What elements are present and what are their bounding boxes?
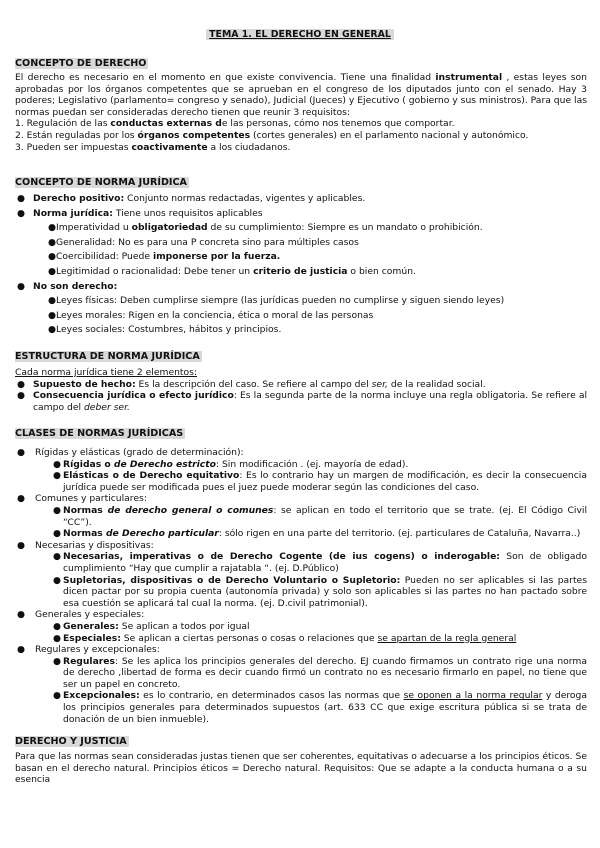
regulares: ● Regulares: Se les aplica los principios generales del derecho. EJ cuando firmamos un contrato rige una norma de derecho ,libertad de forma es decir cuando firmó un contrato no es necesario firmarlo en papel, no tiene que ser un papel en concreto. xyxy=(53,655,587,690)
requisito-legitimidad: ●Legitimidad o racionalidad: Debe tener un criterio de justicia o bien común. xyxy=(48,265,416,277)
heading-concepto-norma: CONCEPTO DE NORMA JURÍDICA xyxy=(15,177,187,188)
heading-justicia: DERECHO Y JUSTICIA xyxy=(15,736,127,747)
requisito-1: 1. Regulación de las conductas externas de las personas, cómo nos tenemos que comportar. xyxy=(15,118,455,130)
excepcionales: ● Excepcionales: es lo contrario, en determinados casos las normas que se oponen a la norma regular y deroga los principios generales para determinados supuestos (art. 633 CC que exige escritura pública si se trata de donación de un bien inmueble). xyxy=(53,690,588,725)
list-item-derecho-positivo: ● Derecho positivo: Conjunto normas redactadas, vigentes y aplicables. xyxy=(17,193,366,204)
paragraph-justicia: Para que las normas sean consideradas justas tienen que ser coherentes, equitativas o adecuarse a los principios éticos. Se basan en el derecho natural. Principios éticos = Derecho natural. Requisitos: Que se adapte a la conducta humana o a su esencia xyxy=(15,751,587,786)
elemento-consecuencia: ● Consecuencia jurídica o efecto jurídico: Es la segunda parte de la norma incluye una regla obligatoria. Se refiere al campo del deber ser. xyxy=(17,390,588,413)
heading-estructura: ESTRUCTURA DE NORMA JURÍDICA xyxy=(15,351,200,362)
list-item-norma-juridica: ● Norma jurídica: Tiene unos requisitos aplicables xyxy=(17,207,263,219)
generales: ● Generales: Se aplican a todos por igual xyxy=(53,620,250,632)
rigidas: ● Rígidas o de Derecho estricto: Sin modificación . (ej. mayoría de edad). xyxy=(53,458,409,470)
list-item-no-son-derecho: ● No son derecho: xyxy=(17,280,118,292)
supletorias: ● Supletorias, dispositivas o de Derecho Voluntario o Supletorio: Pueden no ser aplicables si las partes dicen pactar por su propia cuenta (autonomía privada) y solo son aplicables si las partes no han pactado sobre esa cuestión se aplicará tal cual la norma. (ej. D.civil patrimonial). xyxy=(53,574,587,609)
especiales: ● Especiales: Se aplican a ciertas personas o cosas o relaciones que se apartan de la regla general xyxy=(53,632,517,644)
comunes: ● Normas de derecho general o comunes: se aplican en todo el territorio que se trate. (ej. El Código Civil “CC”). xyxy=(53,504,587,528)
paragraph-intro: El derecho es necesario en el momento en que existe convivencia. Tiene una finalidad instrumental , estas leyes son aprobadas por los órganos competentes que se aprueban en el congreso de los diputados junto con el senado. Hay 3 poderes; Legislativo (parlamento= congreso y senado), Judicial (Jueces) y Ejecutivo ( gobierno y sus ministros). Para que las normas puedan ser consideradas derecho tienen que reunir 3 requisitos: xyxy=(15,72,588,118)
section-concepto-derecho xyxy=(15,72,587,153)
requisito-coercibilidad: ●Coercibilidad: Puede imponerse por la fuerza. xyxy=(48,251,281,263)
requisito-2: 2. Están reguladas por los órganos competentes (cortes generales) en el parlamento nacional y autonómico. xyxy=(15,129,529,141)
grupo-regulares: ● Regulares y excepcionales: xyxy=(17,644,160,656)
requisito-3: 3. Pueden ser impuestas coactivamente a los ciudadanos. xyxy=(15,141,291,153)
heading-clases: CLASES DE NORMAS JURÍDICAS xyxy=(15,428,184,439)
elemento-supuesto: ● Supuesto de hecho: Es la descripción del caso. Se refiere al campo del ser, de la realidad social. xyxy=(17,378,486,390)
document-title: TEMA 1. EL DERECHO EN GENERAL xyxy=(0,29,600,41)
grupo-rigidas: ● Rígidas y elásticas (grado de determinación): xyxy=(17,447,244,458)
estructura-intro: Cada norma jurídica tiene 2 elementos: xyxy=(15,367,198,378)
section-concepto-norma xyxy=(15,192,587,338)
necesarias: ● Necesarias, imperativas o de Derecho Cogente (de ius cogens) o inderogable: Son de obligado cumplimiento “Hay que cumplir a rajatabla “. (ej. D.Público) xyxy=(53,551,587,574)
leyes-fisicas: ●Leyes físicas: Deben cumplirse siempre (las jurídicas pueden no cumplirse y siguen siendo leyes) xyxy=(48,295,505,307)
grupo-generales: ● Generales y especiales: xyxy=(17,609,145,621)
grupo-comunes: ● Comunes y particulares: xyxy=(17,493,147,505)
leyes-sociales: ●Leyes sociales: Costumbres, hábitos y principios. xyxy=(48,324,282,336)
section-justicia xyxy=(15,751,587,786)
particulares: ● Normas de Derecho particular: sólo rigen en una parte del territorio. (ej. particulares de Cataluña, Navarra..) xyxy=(53,528,581,540)
section-clases xyxy=(15,447,587,725)
requisito-imperatividad: ●Imperatividad u obligatoriedad de su cumplimiento: Siempre es un mandato o prohibición. xyxy=(48,222,483,234)
leyes-morales: ●Leyes morales: Rigen en la conciencia, ética o moral de las personas xyxy=(48,309,374,321)
grupo-necesarias: ● Necesarias y dispositivas: xyxy=(17,539,154,551)
elasticas: ● Elásticas o de Derecho equitativo: Es lo contrario hay un margen de modificación, es decir la consecuencia jurídica puede ser modificada pues el juez puede moderar según las condiciones del caso. xyxy=(53,470,587,493)
heading-concepto-derecho: CONCEPTO DE DERECHO xyxy=(15,58,147,69)
section-estructura xyxy=(15,367,587,413)
requisito-generalidad: ●Generalidad: No es para una P concreta sino para múltiples casos xyxy=(48,236,359,248)
